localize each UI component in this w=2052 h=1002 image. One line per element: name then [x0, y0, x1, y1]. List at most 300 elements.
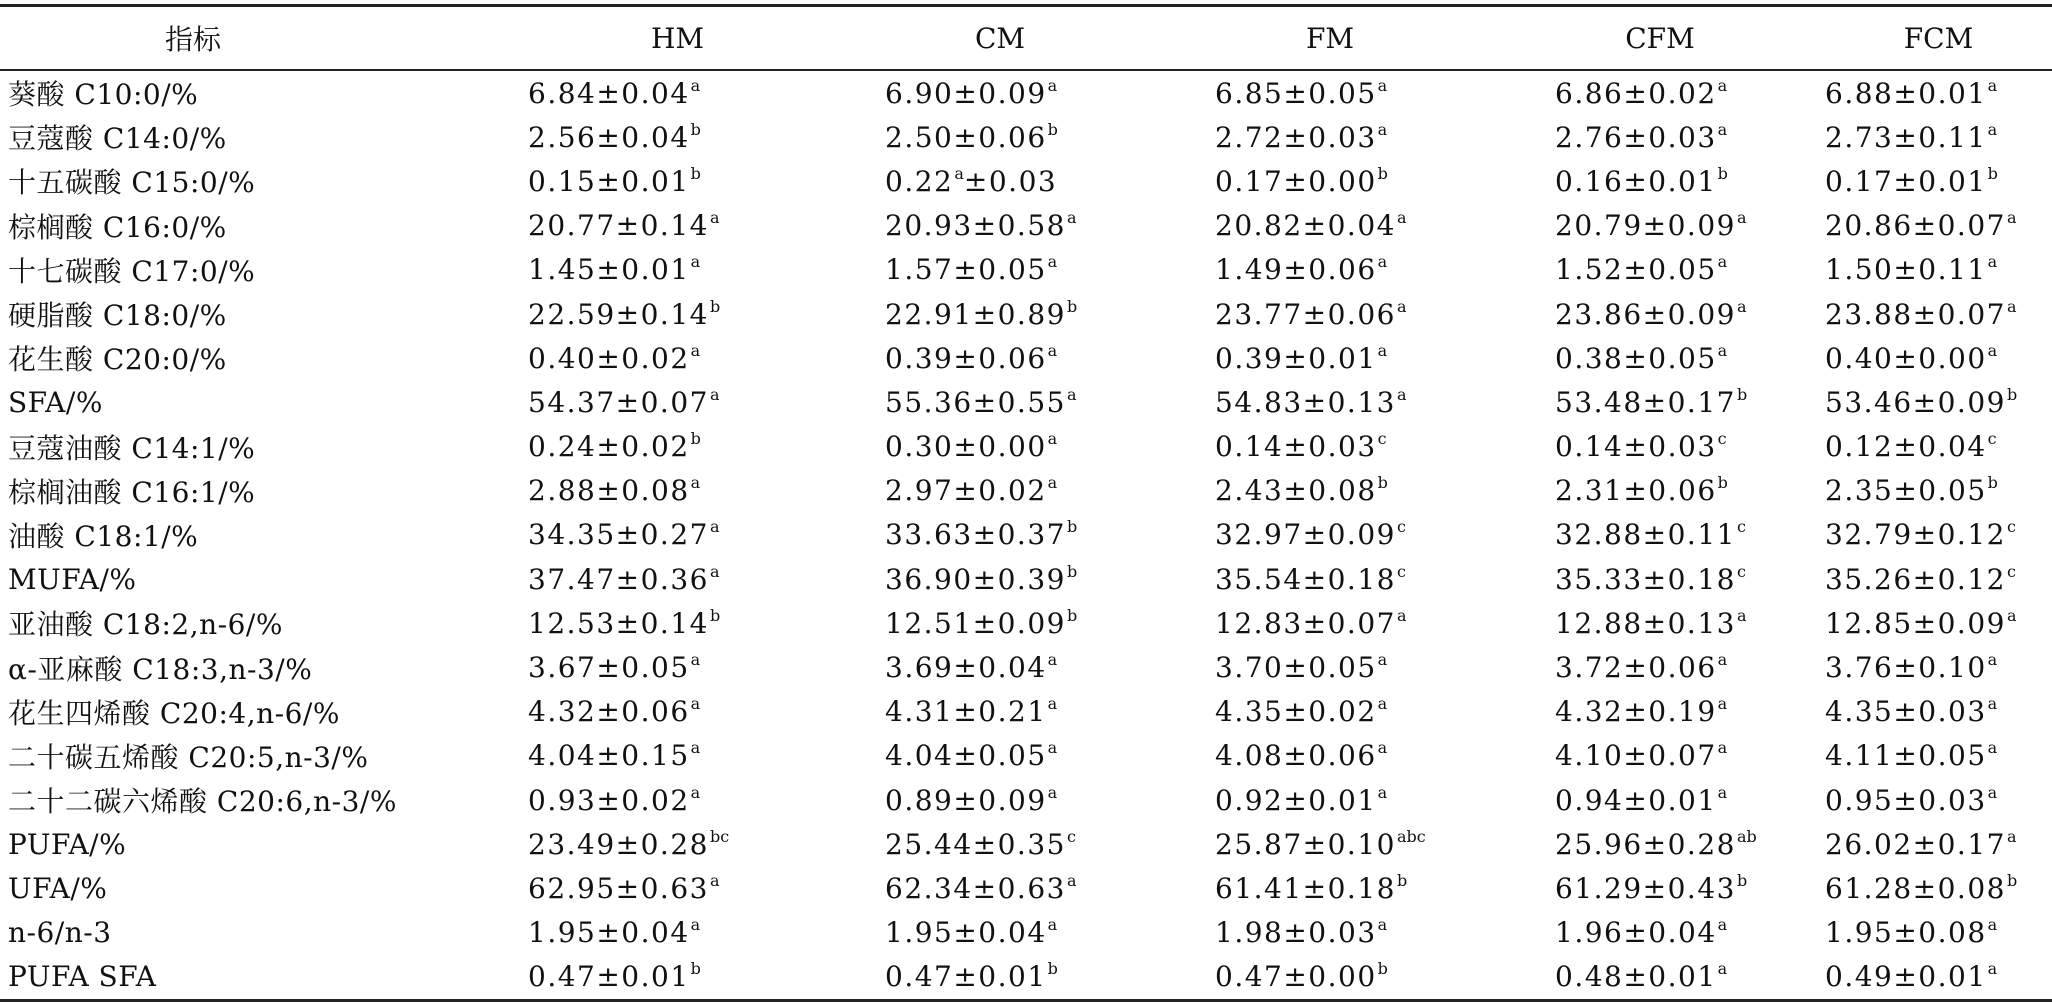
cell-value: 20.93±0.58	[885, 209, 1066, 243]
significance-letter: c	[2006, 561, 2016, 581]
cell-value: 37.47±0.36	[528, 562, 709, 596]
significance-letter: b	[690, 119, 701, 139]
row-label: 豆蔻酸 C14:0/%	[8, 122, 227, 156]
cell-value: 25.44±0.35	[885, 827, 1066, 861]
table-row	[0, 601, 2052, 645]
row-label: α-亚麻酸 C18:3,n-3/%	[8, 652, 313, 686]
column-header-fcm: FCM	[1825, 6, 2052, 71]
table-cell	[520, 292, 835, 336]
cell-value: 20.82±0.04	[1215, 209, 1396, 243]
cell-value: 23.86±0.09	[1555, 297, 1736, 331]
cell-value: 35.54±0.18	[1215, 562, 1396, 596]
table-cell	[1165, 955, 1495, 1001]
table-cell	[520, 336, 835, 380]
significance-letter: c	[1377, 429, 1387, 449]
significance-letter: b	[1047, 119, 1058, 139]
table-cell	[835, 734, 1165, 778]
row-label: PUFA SFA	[8, 960, 157, 994]
cell-value: 2.97±0.02	[885, 474, 1047, 508]
cell-value: 12.83±0.07	[1215, 606, 1396, 640]
significance-letter: a	[1047, 738, 1058, 758]
cell-value: 1.95±0.04	[885, 916, 1047, 950]
row-label: 棕榈油酸 C16:1/%	[8, 475, 256, 509]
significance-letter: b	[1377, 163, 1388, 183]
table-row	[0, 955, 2052, 1001]
significance-letter: a	[1736, 605, 1747, 625]
significance-letter: a	[2006, 826, 2017, 846]
significance-letter: b	[1736, 384, 1748, 404]
cell-value: 20.77±0.14	[528, 209, 709, 243]
table-cell	[1165, 645, 1495, 689]
significance-letter: a	[709, 384, 720, 404]
significance-letter: a	[690, 75, 701, 95]
cell-value: 4.10±0.07	[1555, 739, 1717, 773]
table-cell	[1825, 690, 2052, 734]
significance-letter: a	[709, 208, 720, 228]
cell-value: 0.38±0.05	[1555, 341, 1717, 375]
cell-value: 0.39±0.01	[1215, 341, 1377, 375]
cell-value: 1.49±0.06	[1215, 253, 1377, 287]
table-cell	[1825, 70, 2052, 115]
table-cell	[520, 690, 835, 734]
cell-value: 0.17±0.00	[1215, 164, 1377, 198]
cell-value: 4.04±0.05	[885, 739, 1047, 773]
cell-value: 33.63±0.37	[885, 518, 1066, 552]
column-header-indicator: 指标	[0, 6, 520, 71]
table-cell	[835, 70, 1165, 115]
table-cell	[1495, 645, 1825, 689]
row-label: 二十二碳六烯酸 C20:6,n-3/%	[8, 785, 397, 819]
table-cell	[1495, 115, 1825, 159]
significance-letter: a	[1987, 738, 1998, 758]
table-cell	[520, 469, 835, 513]
significance-letter: c	[1717, 429, 1727, 449]
significance-letter: a	[2006, 296, 2017, 316]
table-row	[0, 557, 2052, 601]
significance-letter: a	[690, 650, 701, 670]
significance-letter: a	[1377, 738, 1388, 758]
significance-letter: a	[1396, 296, 1407, 316]
cell-value: 4.32±0.06	[528, 695, 690, 729]
cell-value: 6.84±0.04	[528, 76, 690, 110]
table-cell	[1495, 778, 1825, 822]
table-cell	[835, 690, 1165, 734]
table-cell	[520, 70, 835, 115]
table-cell	[1165, 866, 1495, 910]
row-label: UFA/%	[8, 871, 108, 905]
table-cell	[1825, 557, 2052, 601]
significance-letter: c	[2006, 517, 2016, 537]
table-cell	[1825, 866, 2052, 910]
cell-value: 62.95±0.63	[528, 871, 709, 905]
significance-letter: a	[1377, 340, 1388, 360]
significance-letter: a	[1717, 959, 1728, 979]
significance-letter: a	[1377, 75, 1388, 95]
cell-value: 0.14±0.03	[1555, 430, 1717, 464]
significance-letter: b	[690, 429, 701, 449]
cell-value: 2.88±0.08	[528, 474, 690, 508]
table-cell	[1495, 734, 1825, 778]
significance-letter: a	[690, 915, 701, 935]
cell-value: 1.96±0.04	[1555, 916, 1717, 950]
table-cell	[835, 292, 1165, 336]
significance-letter: a	[1717, 650, 1728, 670]
table-cell	[835, 336, 1165, 380]
table-cell	[520, 557, 835, 601]
table-cell	[835, 115, 1165, 159]
significance-letter: a	[1377, 252, 1388, 272]
table-cell	[520, 425, 835, 469]
table-cell	[520, 955, 835, 1001]
cell-value: 6.88±0.01	[1825, 76, 1987, 110]
significance-letter: a	[1717, 252, 1728, 272]
significance-letter: a	[1717, 915, 1728, 935]
table-cell	[1495, 601, 1825, 645]
cell-value: 2.50±0.06	[885, 120, 1047, 154]
row-label: n-6/n-3	[8, 916, 112, 950]
cell-value: 54.83±0.13	[1215, 385, 1396, 419]
cell-value: 2.56±0.04	[528, 120, 690, 154]
cell-value: 22.91±0.89	[885, 297, 1066, 331]
cell-value: 12.51±0.09	[885, 606, 1066, 640]
table-cell	[1825, 955, 2052, 1001]
header-row	[0, 6, 2052, 71]
significance-letter: a	[690, 782, 701, 802]
column-header-hm: HM	[520, 6, 835, 71]
cell-value: 32.79±0.12	[1825, 518, 2006, 552]
table-cell	[520, 822, 835, 866]
cell-value: 35.33±0.18	[1555, 562, 1736, 596]
row-label: 二十碳五烯酸 C20:5,n-3/%	[8, 740, 369, 774]
significance-letter: a	[1066, 870, 1077, 890]
significance-letter: a	[1987, 340, 1998, 360]
cell-value: 3.70±0.05	[1215, 651, 1377, 685]
table-cell	[520, 734, 835, 778]
cell-value: 2.31±0.06	[1555, 474, 1717, 508]
column-header-fm: FM	[1165, 6, 1495, 71]
row-label: 十五碳酸 C15:0/%	[8, 166, 256, 200]
cell-value: 4.31±0.21	[885, 695, 1047, 729]
significance-letter: b	[1066, 561, 1078, 581]
table-body	[0, 70, 2052, 1000]
table-cell	[1495, 425, 1825, 469]
significance-letter: a	[1987, 959, 1998, 979]
table-row	[0, 204, 2052, 248]
cell-value: 26.02±0.17	[1825, 827, 2006, 861]
cell-value: 0.89±0.09	[885, 783, 1047, 817]
significance-letter: a	[690, 340, 701, 360]
significance-letter: a	[1736, 296, 1747, 316]
cell-value: 0.16±0.01	[1555, 164, 1717, 198]
cell-value: 4.35±0.02	[1215, 695, 1377, 729]
column-header-cm: CM	[835, 6, 1165, 71]
cell-value: 35.26±0.12	[1825, 562, 2006, 596]
table-cell	[520, 911, 835, 955]
row-label: 花生四烯酸 C20:4,n-6/%	[8, 696, 340, 730]
table-cell	[835, 159, 1165, 203]
cell-value: 0.94±0.01	[1555, 783, 1717, 817]
table-cell	[1825, 911, 2052, 955]
table-cell	[1495, 557, 1825, 601]
table-cell	[1825, 292, 2052, 336]
table-row	[0, 425, 2052, 469]
table-cell	[1825, 601, 2052, 645]
table-row	[0, 690, 2052, 734]
cell-value: 4.11±0.05	[1825, 739, 1987, 773]
table-cell	[520, 601, 835, 645]
table-cell	[1495, 292, 1825, 336]
cell-value: 20.79±0.09	[1555, 209, 1736, 243]
significance-letter: a	[1717, 782, 1728, 802]
table-cell	[1165, 734, 1495, 778]
cell-value: 1.95±0.04	[528, 916, 690, 950]
significance-letter: b	[2006, 870, 2018, 890]
table-cell	[1165, 778, 1495, 822]
cell-value: 53.46±0.09	[1825, 385, 2006, 419]
cell-value: 36.90±0.39	[885, 562, 1066, 596]
significance-letter: a	[1066, 208, 1077, 228]
table-cell	[1825, 513, 2052, 557]
significance-letter: a	[1047, 340, 1058, 360]
table-cell	[1165, 380, 1495, 424]
significance-letter: a	[690, 473, 701, 493]
table-cell	[1495, 70, 1825, 115]
cell-value: 4.04±0.15	[528, 739, 690, 773]
table-cell	[1495, 336, 1825, 380]
significance-letter: a	[1047, 473, 1058, 493]
cell-value: 3.69±0.04	[885, 651, 1047, 685]
significance-letter: a	[1396, 384, 1407, 404]
significance-letter: a	[1987, 650, 1998, 670]
cell-value: 0.40±0.00	[1825, 341, 1987, 375]
cell-value: 20.86±0.07	[1825, 209, 2006, 243]
table-cell	[1825, 822, 2052, 866]
table-row	[0, 645, 2052, 689]
table-row	[0, 469, 2052, 513]
cell-value: 0.95±0.03	[1825, 783, 1987, 817]
significance-letter: c	[1066, 826, 1076, 846]
table-row	[0, 866, 2052, 910]
significance-letter: b	[2006, 384, 2018, 404]
table-row	[0, 911, 2052, 955]
table-cell	[520, 159, 835, 203]
significance-letter: a	[2006, 208, 2017, 228]
cell-value: 61.29±0.43	[1555, 871, 1736, 905]
significance-letter: c	[1987, 429, 1997, 449]
significance-letter: b	[1377, 473, 1388, 493]
table-cell	[1165, 115, 1495, 159]
cell-value: 0.14±0.03	[1215, 430, 1377, 464]
table-cell	[1825, 734, 2052, 778]
significance-letter: a	[1987, 782, 1998, 802]
table-cell	[520, 248, 835, 292]
row-label: SFA/%	[8, 385, 103, 419]
significance-letter: a	[1377, 650, 1388, 670]
cell-value: 0.22	[885, 164, 954, 198]
significance-letter: a	[1377, 915, 1388, 935]
table-cell	[1825, 336, 2052, 380]
table-row	[0, 115, 2052, 159]
table-row	[0, 292, 2052, 336]
table-cell	[1165, 601, 1495, 645]
significance-letter: bc	[709, 826, 730, 846]
cell-value: 61.41±0.18	[1215, 871, 1396, 905]
table-cell	[1825, 469, 2052, 513]
table-cell	[835, 380, 1165, 424]
significance-letter: b	[709, 605, 721, 625]
significance-letter: b	[1717, 473, 1728, 493]
significance-letter: a	[1717, 694, 1728, 714]
table-cell	[1825, 159, 2052, 203]
cell-value: 25.87±0.10	[1215, 827, 1396, 861]
cell-value: 0.47±0.01	[528, 960, 690, 994]
significance-letter: a	[1717, 119, 1728, 139]
cell-value: 34.35±0.27	[528, 518, 709, 552]
table-cell	[1495, 955, 1825, 1001]
significance-letter: a	[690, 738, 701, 758]
cell-value: 22.59±0.14	[528, 297, 709, 331]
significance-letter: a	[1396, 605, 1407, 625]
cell-value: 2.76±0.03	[1555, 120, 1717, 154]
cell-value: 0.47±0.00	[1215, 960, 1377, 994]
significance-letter: a	[1066, 384, 1077, 404]
table-cell	[1165, 336, 1495, 380]
table-cell	[1495, 248, 1825, 292]
significance-letter: c	[1396, 517, 1406, 537]
cell-value: 1.98±0.03	[1215, 916, 1377, 950]
cell-value: 0.92±0.01	[1215, 783, 1377, 817]
significance-letter: b	[1066, 517, 1078, 537]
table-cell	[1165, 822, 1495, 866]
table-cell	[520, 866, 835, 910]
cell-value: 12.88±0.13	[1555, 606, 1736, 640]
row-label: 葵酸 C10:0/%	[8, 78, 199, 112]
table-cell	[835, 955, 1165, 1001]
cell-value: 1.52±0.05	[1555, 253, 1717, 287]
significance-letter: a	[1736, 208, 1747, 228]
significance-letter: a	[690, 252, 701, 272]
table-cell	[520, 115, 835, 159]
table-cell	[835, 425, 1165, 469]
significance-letter: b	[1377, 959, 1388, 979]
table-row	[0, 513, 2052, 557]
table-cell	[1165, 70, 1495, 115]
table-cell	[520, 513, 835, 557]
row-label: 亚油酸 C18:2,n-6/%	[8, 608, 283, 642]
significance-letter: a	[2006, 605, 2017, 625]
table-cell	[1825, 115, 2052, 159]
table-cell	[835, 601, 1165, 645]
table-cell	[835, 204, 1165, 248]
significance-letter: b	[1396, 870, 1408, 890]
table-cell	[1495, 469, 1825, 513]
table-cell	[1165, 911, 1495, 955]
row-label: 十七碳酸 C17:0/%	[8, 254, 256, 288]
table-cell	[1165, 469, 1495, 513]
cell-value: 3.76±0.10	[1825, 651, 1987, 685]
table-cell	[520, 380, 835, 424]
table-row	[0, 248, 2052, 292]
cell-value: 2.35±0.05	[1825, 474, 1987, 508]
table-cell	[835, 778, 1165, 822]
table-cell	[1825, 645, 2052, 689]
significance-letter: b	[690, 163, 701, 183]
table-cell	[835, 557, 1165, 601]
cell-value: 1.95±0.08	[1825, 916, 1987, 950]
cell-value: 4.35±0.03	[1825, 695, 1987, 729]
table-cell	[835, 822, 1165, 866]
row-label: 花生酸 C20:0/%	[8, 343, 227, 377]
table-row	[0, 734, 2052, 778]
significance-letter: b	[1987, 163, 1998, 183]
cell-value: 25.96±0.28	[1555, 827, 1736, 861]
cell-value: 0.93±0.02	[528, 783, 690, 817]
table-cell	[1495, 822, 1825, 866]
cell-value: 6.85±0.05	[1215, 76, 1377, 110]
cell-value: 12.85±0.09	[1825, 606, 2006, 640]
row-label: 棕榈酸 C16:0/%	[8, 210, 227, 244]
table-cell	[1165, 557, 1495, 601]
table-cell	[835, 513, 1165, 557]
table-cell	[1495, 380, 1825, 424]
table-cell	[520, 204, 835, 248]
cell-value: 1.57±0.05	[885, 253, 1047, 287]
cell-value: 32.97±0.09	[1215, 518, 1396, 552]
row-label: MUFA/%	[8, 562, 137, 596]
significance-letter: a	[954, 163, 964, 183]
significance-letter: b	[1987, 473, 1998, 493]
cell-value: 23.77±0.06	[1215, 297, 1396, 331]
significance-letter: a	[1987, 915, 1998, 935]
cell-value: 55.36±0.55	[885, 385, 1066, 419]
table-row	[0, 778, 2052, 822]
significance-letter: a	[1047, 252, 1058, 272]
table-cell	[1495, 204, 1825, 248]
cell-value-suffix: ±0.03	[963, 164, 1058, 198]
significance-letter: a	[1047, 694, 1058, 714]
table-cell	[1495, 690, 1825, 734]
significance-letter: c	[1396, 561, 1406, 581]
fatty-acid-table	[0, 4, 2052, 1002]
significance-letter: b	[1066, 605, 1078, 625]
significance-letter: a	[1396, 208, 1407, 228]
significance-letter: a	[709, 517, 720, 537]
cell-value: 54.37±0.07	[528, 385, 709, 419]
significance-letter: a	[1047, 915, 1058, 935]
significance-letter: a	[1987, 252, 1998, 272]
significance-letter: abc	[1396, 826, 1426, 846]
significance-letter: b	[1717, 163, 1728, 183]
significance-letter: a	[1987, 119, 1998, 139]
cell-value: 0.48±0.01	[1555, 960, 1717, 994]
cell-value: 62.34±0.63	[885, 871, 1066, 905]
significance-letter: a	[1717, 340, 1728, 360]
significance-letter: a	[1987, 75, 1998, 95]
table-cell	[1495, 866, 1825, 910]
table-cell	[520, 645, 835, 689]
significance-letter: a	[1047, 782, 1058, 802]
cell-value: 0.17±0.01	[1825, 164, 1987, 198]
cell-value: 0.49±0.01	[1825, 960, 1987, 994]
table-row	[0, 336, 2052, 380]
significance-letter: a	[1047, 75, 1058, 95]
table-cell	[835, 645, 1165, 689]
significance-letter: a	[690, 694, 701, 714]
cell-value: 0.30±0.00	[885, 430, 1047, 464]
significance-letter: ab	[1736, 826, 1757, 846]
table-cell	[1825, 380, 2052, 424]
significance-letter: a	[1047, 650, 1058, 670]
